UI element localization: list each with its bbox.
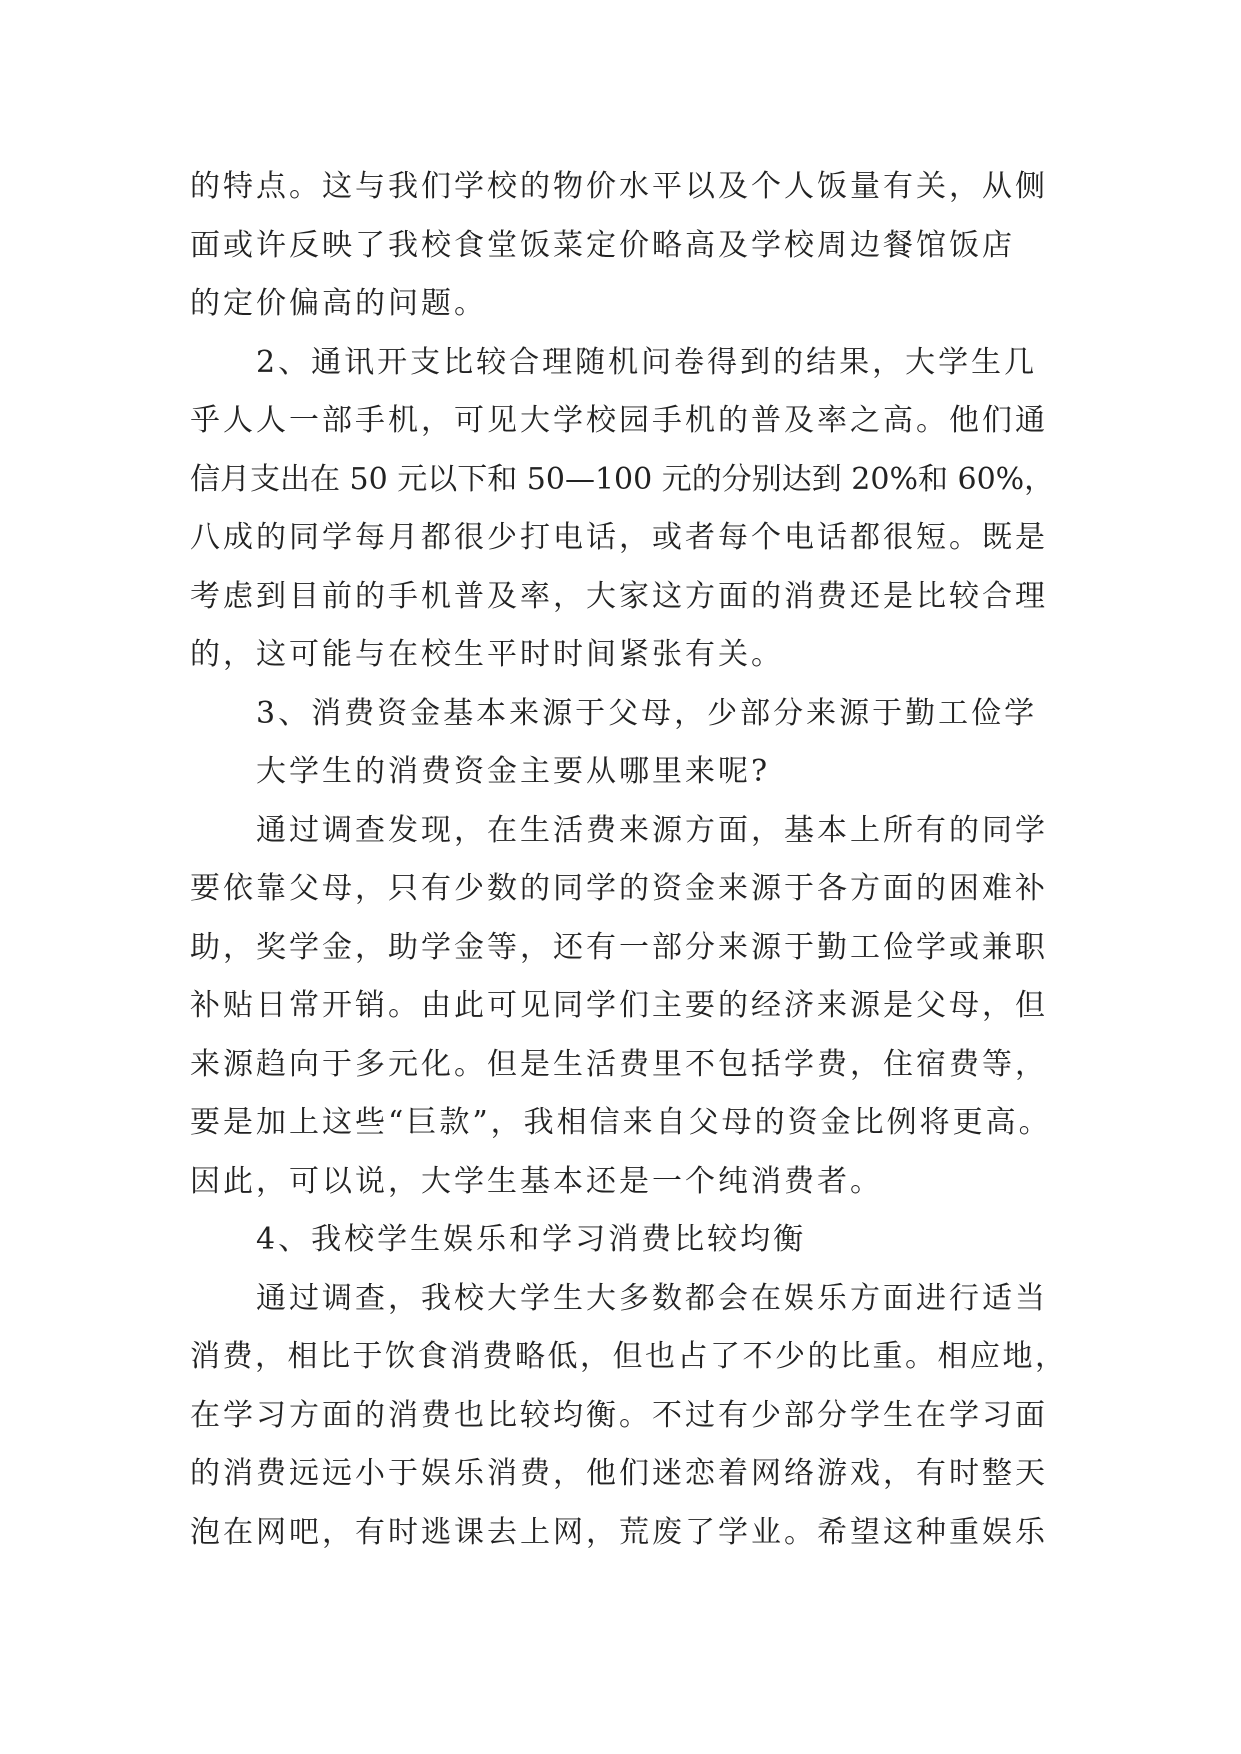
- text-line: 消费，相比于饮食消费略低，但也占了不少的比重。相应地，: [190, 1339, 1068, 1374]
- text-line: 3、消费资金基本来源于父母，少部分来源于勤工俭学: [256, 695, 1038, 731]
- text-line: 要依靠父母，只有少数的同学的资金来源于各方面的困难补: [190, 871, 1048, 906]
- document-body: [190, 158, 1070, 1562]
- text-line: 面或许反映了我校食堂饭菜定价略高及学校周边餐馆饭店: [190, 227, 1015, 263]
- text-line: 的特点。这与我们学校的物价水平以及个人饭量有关，从侧: [190, 169, 1048, 204]
- text-line: 2、通讯开支比较合理随机问卷得到的结果，大学生几: [256, 344, 1038, 380]
- text-line: 因此，可以说，大学生基本还是一个纯消费者。: [190, 1163, 883, 1199]
- text-line: 通过调查，我校大学生大多数都会在娱乐方面进行适当: [256, 1280, 1048, 1316]
- text-line: 来源趋向于多元化。但是生活费里不包括学费，住宿费等，: [190, 1046, 1048, 1082]
- text-line: 补贴日常开销。由此可见同学们主要的经济来源是父母，但: [190, 988, 1048, 1023]
- text-line: 4、我校学生娱乐和学习消费比较均衡: [256, 1222, 807, 1257]
- text-line: 通过调查发现，在生活费来源方面，基本上所有的同学: [256, 812, 1048, 848]
- text-line: 要是加上这些“巨款”，我相信来自父母的资金比例将更高。: [190, 1105, 1052, 1140]
- text-line: 考虑到目前的手机普及率，大家这方面的消费还是比较合理: [190, 578, 1048, 614]
- text-line: 八成的同学每月都很少打电话，或者每个电话都很短。既是: [190, 520, 1048, 555]
- text-line: 大学生的消费资金主要从哪里来呢?: [256, 754, 771, 789]
- text-line: 的，这可能与在校生平时时间紧张有关。: [190, 637, 784, 672]
- text-line: 乎人人一部手机，可见大学校园手机的普及率之高。他们通: [190, 403, 1048, 438]
- text-line: 在学习方面的消费也比较均衡。不过有少部分学生在学习面: [190, 1397, 1048, 1433]
- text-line: 泡在网吧，有时逃课去上网，荒废了学业。希望这种重娱乐: [190, 1514, 1048, 1550]
- text-line: 助，奖学金，助学金等，还有一部分来源于勤工俭学或兼职: [190, 929, 1048, 965]
- text-line: 信月支出在 50 元以下和 50—100 元的分别达到 20%和 60%，: [190, 461, 1055, 497]
- text-line: 的消费远远小于娱乐消费，他们迷恋着网络游戏，有时整天: [190, 1456, 1048, 1491]
- text-line: 的定价偏高的问题。: [190, 286, 487, 321]
